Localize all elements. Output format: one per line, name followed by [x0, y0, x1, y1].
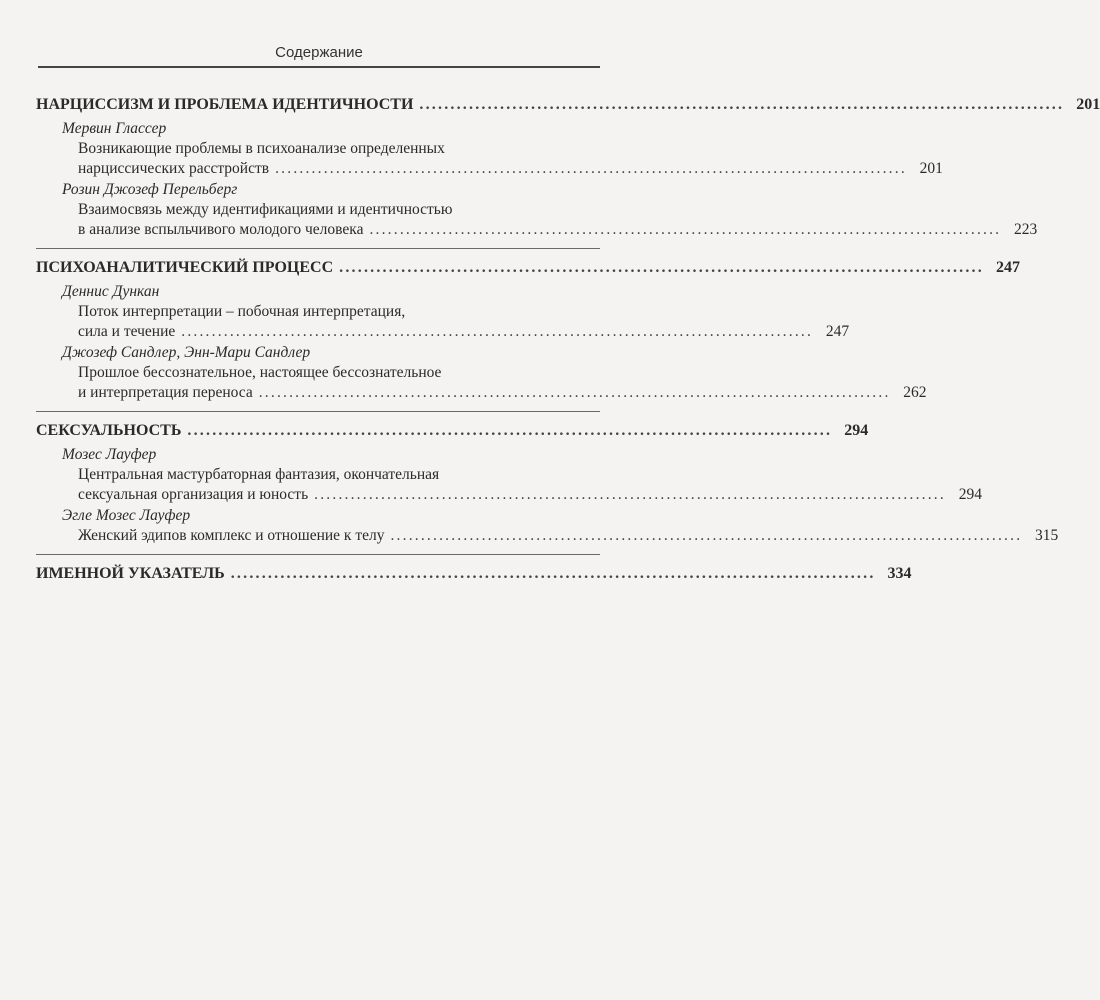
entry-title-line1: Возникающие проблемы в психоанализе определенных: [78, 140, 445, 157]
entry-title-line2: в анализе вспыльчивого молодого человека: [78, 221, 364, 238]
entry-title-line1: Взаимосвязь между идентификациями и идентичностью: [78, 201, 453, 218]
entry-author: Розин Джозеф Перельберг: [62, 181, 238, 198]
toc-entry[interactable]: [36, 465, 982, 505]
section-page: 334: [887, 565, 912, 582]
header-rule: [38, 66, 600, 68]
entry-title-line1: Поток интерпретации – побочная интерпретация,: [78, 303, 406, 320]
dot-leader: ........................................................................................................: [314, 486, 946, 503]
dot-leader: ........................................................................................................: [258, 384, 891, 401]
entry-author: Деннис Дункан: [62, 283, 160, 300]
section-page: 247: [995, 259, 1020, 276]
entry-title-line2: и интерпретация переноса: [78, 384, 253, 401]
toc-entry[interactable]: [36, 363, 927, 403]
toc-entry[interactable]: [36, 200, 1038, 240]
entry-page: 315: [1035, 527, 1059, 544]
entry-title-line1: Прошлое бессознательное, настоящее бессознательное: [78, 364, 442, 381]
entry-title: Женский эдипов комплекс и отношение к телу: [78, 527, 385, 544]
dot-leader: ........................................................................................................: [230, 565, 876, 582]
entry-title-line2: нарциссических расстройств: [78, 160, 270, 177]
dot-leader: ........................................................................................................: [339, 259, 984, 276]
entry-page: 262: [903, 384, 927, 401]
toc-section: [36, 94, 1100, 249]
toc-entry[interactable]: [36, 139, 943, 179]
entry-author: Эгле Мозес Лауфер: [62, 507, 191, 524]
section-title: НАРЦИССИЗМ И ПРОБЛЕМА ИДЕНТИЧНОСТИ: [36, 96, 414, 113]
toc-section: [36, 563, 912, 596]
dot-leader: ........................................................................................................: [369, 221, 1002, 238]
dot-leader: ........................................................................................................: [275, 160, 907, 177]
entry-page: 223: [1014, 221, 1038, 238]
entry-page: 201: [919, 160, 943, 177]
toc-entry[interactable]: [36, 526, 1059, 546]
entry-author: Мервин Глассер: [62, 120, 167, 137]
section-heading[interactable]: [36, 257, 1020, 279]
dot-leader: ........................................................................................................: [419, 96, 1065, 113]
entry-author: Мозес Лауфер: [62, 446, 157, 463]
section-heading[interactable]: [36, 420, 869, 442]
entry-title-line2: сила и течение: [78, 323, 176, 340]
section-heading[interactable]: [36, 563, 912, 585]
entry-title-line1: Центральная мастурбаторная фантазия, окончательная: [78, 466, 440, 483]
toc-section: [36, 420, 1059, 555]
toc-entry[interactable]: [36, 302, 850, 342]
dot-leader: ........................................................................................................: [181, 323, 814, 340]
section-title: СЕКСУАЛЬНОСТЬ: [36, 422, 182, 439]
page-header: Содержание: [275, 44, 363, 61]
section-page: 201: [1076, 96, 1100, 113]
table-of-contents: [36, 94, 1100, 604]
section-title: ИМЕННОЙ УКАЗАТЕЛЬ: [36, 565, 225, 582]
entry-page: 294: [958, 486, 982, 503]
section-page: 294: [844, 422, 869, 439]
entry-page: 247: [825, 323, 850, 340]
section-title: ПСИХОАНАЛИТИЧЕСКИЙ ПРОЦЕСС: [36, 259, 334, 276]
toc-section: [36, 257, 1020, 412]
dot-leader: ........................................................................................................: [187, 422, 833, 439]
entry-title-line2: сексуальная организация и юность: [78, 486, 309, 503]
section-heading[interactable]: [36, 94, 1100, 116]
entry-author: Джозеф Сандлер, Энн-Мари Сандлер: [62, 344, 311, 361]
dot-leader: ........................................................................................................: [390, 527, 1023, 544]
